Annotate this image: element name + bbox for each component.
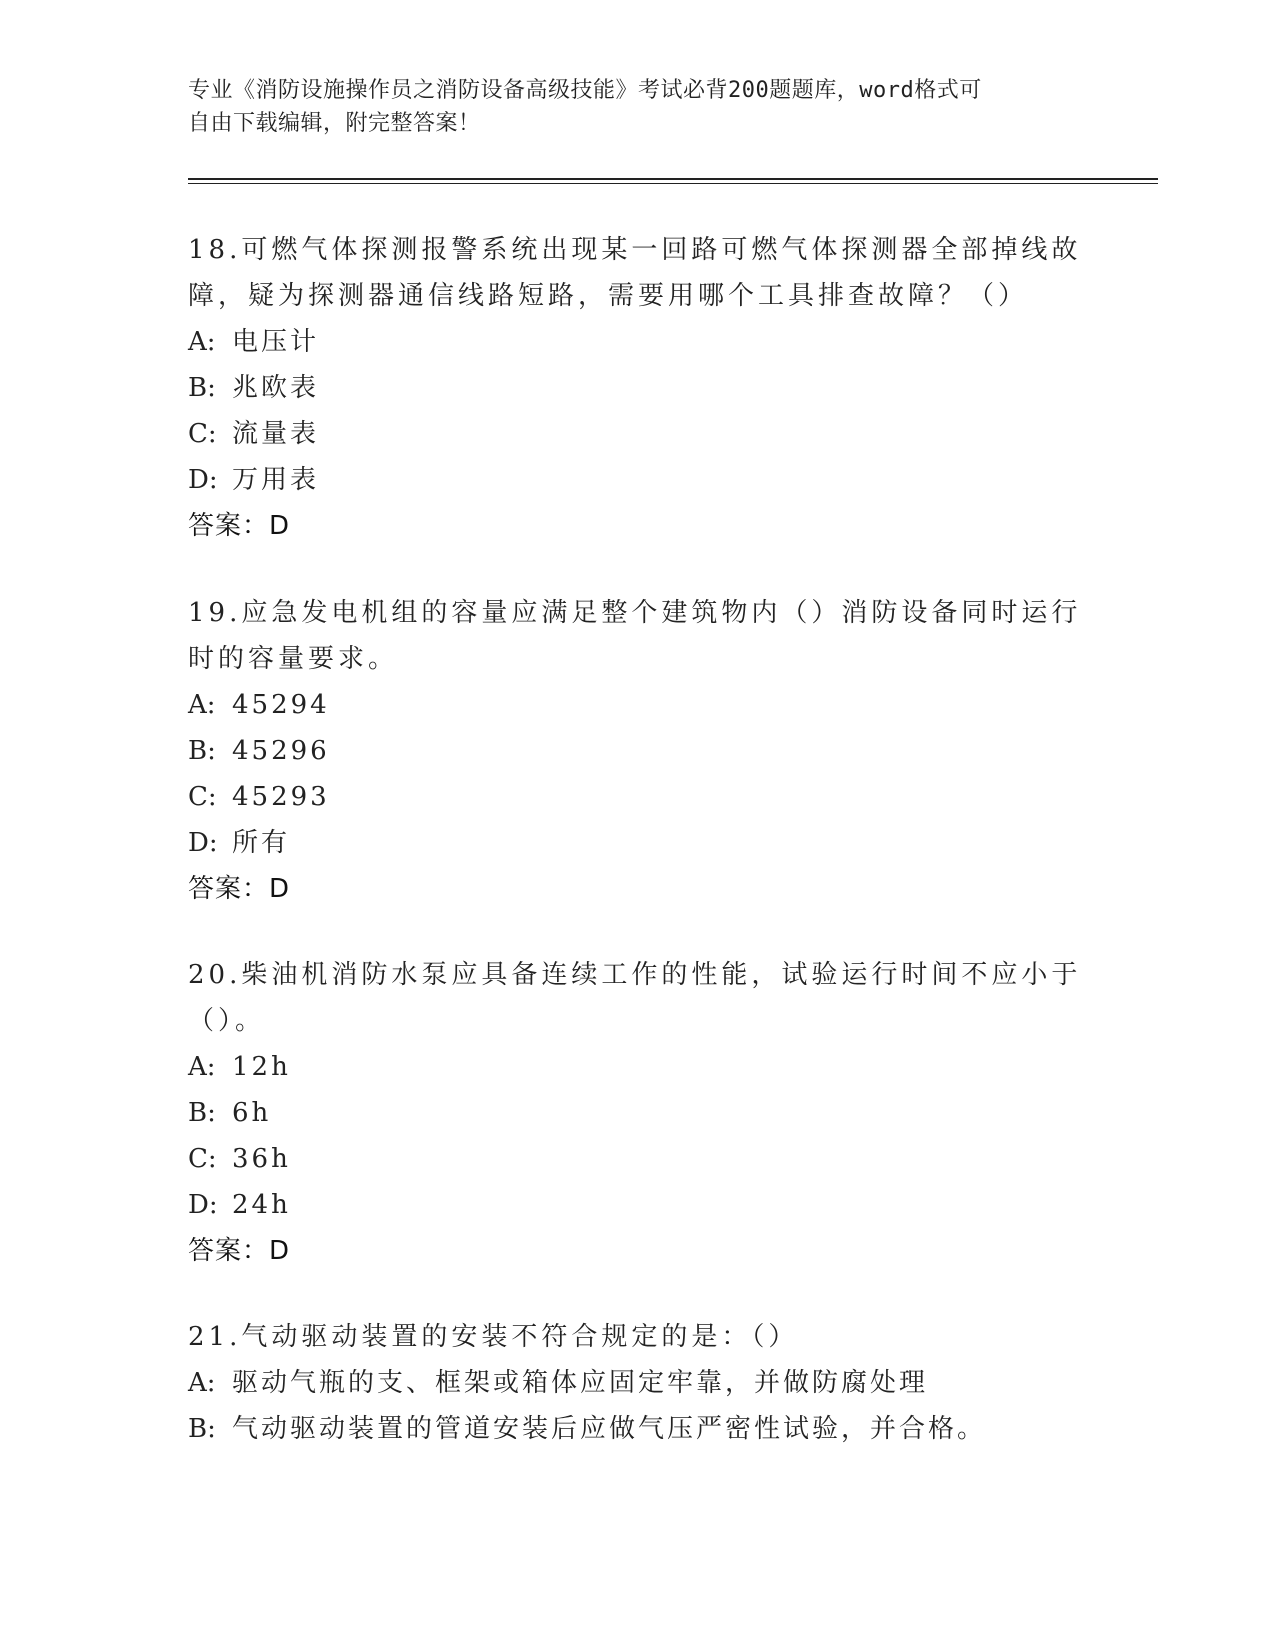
option-text: 驱动气瓶的支、框架或箱体应固定牢靠，并做防腐处理	[232, 1368, 929, 1398]
option-label: B:	[188, 373, 216, 403]
option-text: 6h	[232, 1098, 272, 1128]
answer-line: 答案：D	[188, 511, 291, 541]
option-text: 万用表	[232, 465, 320, 495]
option-label: A:	[188, 327, 216, 357]
header-divider-thick	[188, 178, 1158, 180]
option-label: A:	[188, 1052, 216, 1082]
option-b	[188, 365, 1088, 411]
option-a	[188, 1044, 1088, 1090]
option-text: 电压计	[232, 327, 320, 357]
option-c	[188, 411, 1088, 457]
option-text: 45296	[232, 736, 330, 766]
question-18	[188, 227, 1088, 549]
document-header	[188, 74, 1068, 140]
option-label: A:	[188, 1368, 216, 1398]
question-text: 20.柴油机消防水泵应具备连续工作的性能，试验运行时间不应小于（）。	[188, 960, 1082, 1036]
option-label: D:	[188, 465, 218, 495]
option-d	[188, 1182, 1088, 1228]
option-text: 36h	[232, 1144, 291, 1174]
option-label: D:	[188, 1190, 218, 1220]
question-20	[188, 952, 1088, 1274]
option-text: 所有	[232, 828, 291, 858]
option-b	[188, 728, 1088, 774]
option-label: B:	[188, 1414, 216, 1444]
question-text: 21.气动驱动装置的安装不符合规定的是：（）	[188, 1322, 799, 1352]
option-label: B:	[188, 736, 216, 766]
option-a	[188, 319, 1088, 365]
answer-line: 答案：D	[188, 1236, 291, 1266]
option-b	[188, 1090, 1088, 1136]
option-a	[188, 682, 1088, 728]
answer-line: 答案：D	[188, 874, 291, 904]
option-d	[188, 820, 1088, 866]
header-line-1: 专业《消防设施操作员之消防设备高级技能》考试必背200题题库，word格式可	[188, 78, 982, 103]
option-label: C:	[188, 1144, 217, 1174]
option-text: 兆欧表	[232, 373, 320, 403]
option-text: 45293	[232, 782, 330, 812]
option-a	[188, 1360, 1088, 1406]
question-19	[188, 590, 1088, 912]
option-text: 气动驱动装置的管道安装后应做气压严密性试验，并合格。	[232, 1414, 987, 1444]
option-c	[188, 774, 1088, 820]
option-text: 45294	[232, 690, 330, 720]
option-label: C:	[188, 419, 217, 449]
option-text: 12h	[232, 1052, 291, 1082]
option-label: D:	[188, 828, 218, 858]
header-divider-thin	[188, 183, 1158, 184]
option-d	[188, 457, 1088, 503]
option-label: C:	[188, 782, 217, 812]
option-b	[188, 1406, 1088, 1452]
question-21	[188, 1314, 1088, 1452]
option-label: A:	[188, 690, 216, 720]
question-text: 18.可燃气体探测报警系统出现某一回路可燃气体探测器全部掉线故障，疑为探测器通信线路短路，需要用哪个工具排查故障？（）	[188, 235, 1082, 311]
option-text: 流量表	[232, 419, 320, 449]
header-line-2: 自由下载编辑，附完整答案！	[188, 111, 481, 136]
option-label: B:	[188, 1098, 216, 1128]
question-text: 19.应急发电机组的容量应满足整个建筑物内（）消防设备同时运行时的容量要求。	[188, 598, 1082, 674]
option-c	[188, 1136, 1088, 1182]
option-text: 24h	[232, 1190, 291, 1220]
